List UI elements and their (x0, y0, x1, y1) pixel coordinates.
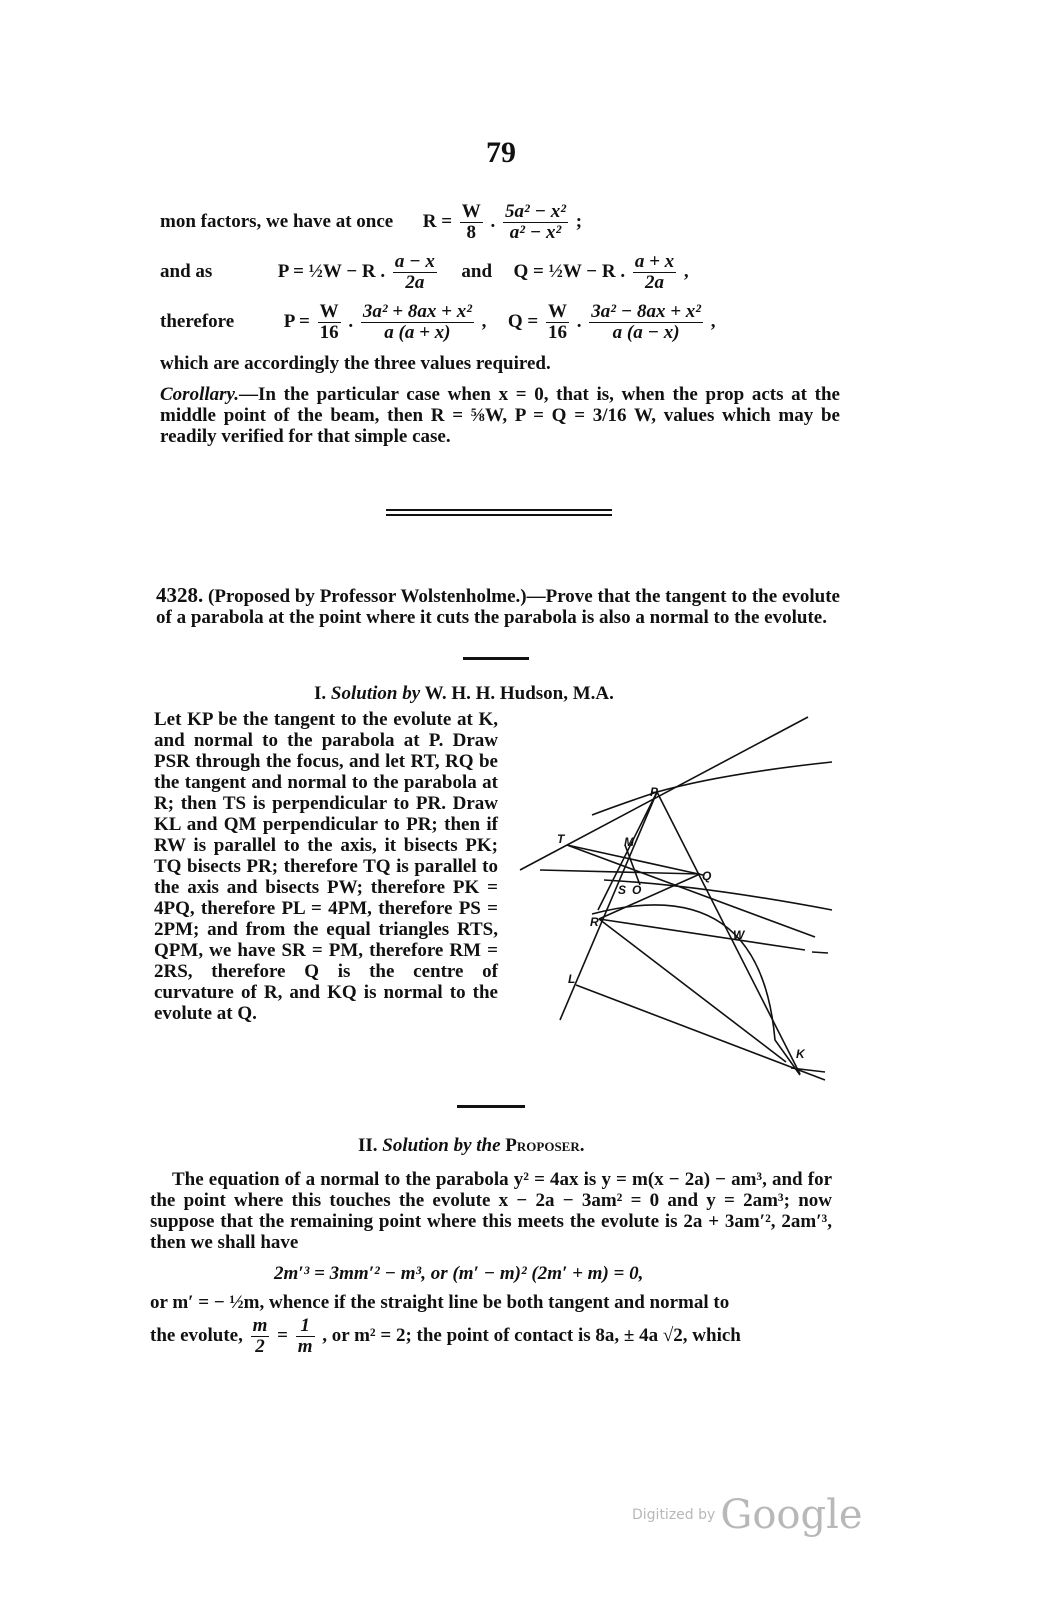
fraction-a-minus-x: $\frac{a - x}{2a}$ (394, 251, 435, 293)
formula-line-2: and as P = ½W − R . $\frac{a - x}{2a}$ and Q = ½W − R . $\frac{a + x}{2a}$ , (160, 251, 689, 293)
section-divider-bottom (386, 514, 612, 516)
fraction-a-plus-x: $\frac{a + x}{2a}$ (634, 251, 675, 293)
fraction-m-over-2: $\frac{m}{2}$ (252, 1315, 268, 1357)
solution-2-line-1: or m′ = − ½m, whence if the straight line be both tangent and normal to (150, 1292, 730, 1313)
formula-line-1: mon factors, we have at once R = $\frac{W}{8}$ . $\frac{\text{5a² − x²}}{\text{a² − x²}}$ ; (160, 201, 583, 243)
label-L: L (568, 972, 576, 986)
solution-2-line-2: the evolute, $\frac{m}{2}$ = $\frac{1}{m}$ , or m² = 2; the point of contact is 8a, ± 4a √2, which (150, 1315, 741, 1357)
problem-number: 4328. (156, 583, 204, 607)
line-3-text: therefore (160, 310, 235, 332)
label-R: R (590, 915, 599, 929)
label-M: M (624, 835, 634, 849)
conclusion-line: which are accordingly the three values required. (160, 353, 551, 374)
fraction-w-over-8: $\frac{W}{8}$ (461, 201, 481, 243)
corollary-label: Corollary. (160, 384, 239, 405)
corollary-text: —In the particular case when x = 0, that is, when the prop acts at the middle point of the beam, then R = ⅝W, P = Q = 3/16 W, values which may be readily verified for that simple case. (160, 384, 840, 447)
fraction-w-over-16-a: $\frac{W}{16}$ (319, 301, 339, 343)
label-Q: Q (702, 869, 712, 883)
line-1-text: mon factors, we have at once (160, 210, 394, 232)
problem-4328 (156, 585, 840, 628)
google-logo: Google (720, 1492, 863, 1538)
short-rule-1 (463, 657, 529, 660)
line-2-text: and as (160, 260, 213, 282)
solution-1-heading: I. Solution by W. H. H. Hudson, M.A. (314, 683, 614, 704)
label-O: O (632, 883, 642, 897)
parabola-curve (592, 762, 832, 815)
label-K: K (796, 1047, 805, 1061)
solution-1-text: Let KP be the tangent to the evolute at K, and normal to the parabola at P. Draw PSR through the focus, and let RT, RQ be the tangent and normal to the parabola at R; then TS is perpendicular to PR. Draw KL and QM perpendicular to PR; then if RW is parallel to the axis, it bisects PK; TQ bisects PR; therefore TQ is parallel to the axis and bisects PW; therefore PK = 4PQ, therefore PL = 4PM, therefore PS = 2PM; and from the equal triangles RTS, QPM, we have SR = PM, therefore RM = 2RS, therefore Q is the centre of curvature of R, and KQ is normal to the evolute at Q. (154, 709, 498, 1024)
fraction-q-factor: $\frac{\text{3a² − 8ax + x²}}{a (a - x)}$ (591, 301, 701, 343)
google-watermark (632, 1492, 863, 1538)
problem-text: (Proposed by Professor Wolstenholme.)—Prove that the tangent to the evolute of a parabola at the point where it cuts the parabola is also a normal to the evolute. (156, 586, 840, 628)
formula-P-label: P = ½W − R . (277, 260, 386, 282)
label-P: P (650, 785, 659, 799)
short-rule-2 (457, 1105, 525, 1108)
formula-line-3: therefore P = $\frac{W}{16}$ . $\frac{\text{3a² + 8ax + x²}}{a (a + x)}$ , Q = $\frac{W}{16}$ . $\frac{\text{3a² − 8ax + x²}}{a (a - x)}$ , (160, 301, 716, 343)
fraction-p-factor: $\frac{\text{3a² + 8ax + x²}}{a (a + x)}$ (362, 301, 472, 343)
formula-R-label: R = (422, 210, 453, 232)
evolute-parabola-figure (505, 700, 835, 1100)
fraction-1-over-m: $\frac{1}{m}$ (297, 1315, 313, 1357)
section-divider-top (386, 509, 612, 511)
fraction-w-over-16-b: $\frac{W}{16}$ (548, 301, 567, 343)
label-W: W (733, 928, 745, 942)
solution-2-paragraph: The equation of a normal to the parabola y² = 4ax is y = m(x − 2a) − am³, and for the point where this touches the evolute x − 2a − 3am² = 0 and y = 2am³; now suppose that the remaining point where this meets the evolute is 2a + 3am′², 2am′³, then we shall have (150, 1169, 832, 1253)
formula-Q-label: Q = ½W − R . (513, 260, 626, 282)
solution-2-heading: II. Solution by the Proposer. (358, 1135, 585, 1156)
tangent-line (520, 717, 808, 870)
fraction-r-factor: $\frac{\text{5a² − x²}}{\text{a² − x²}}$ (505, 201, 566, 243)
solution-2-equation: 2m′³ = 3mm′² − m³, or (m′ − m)² (2m′ + m) = 0, (274, 1263, 644, 1284)
label-S: S (618, 883, 627, 897)
corollary-paragraph (160, 384, 840, 447)
label-T: T (557, 832, 565, 846)
page-number: 79 (486, 136, 516, 169)
digitized-by-text: Digitized by (632, 1507, 716, 1523)
